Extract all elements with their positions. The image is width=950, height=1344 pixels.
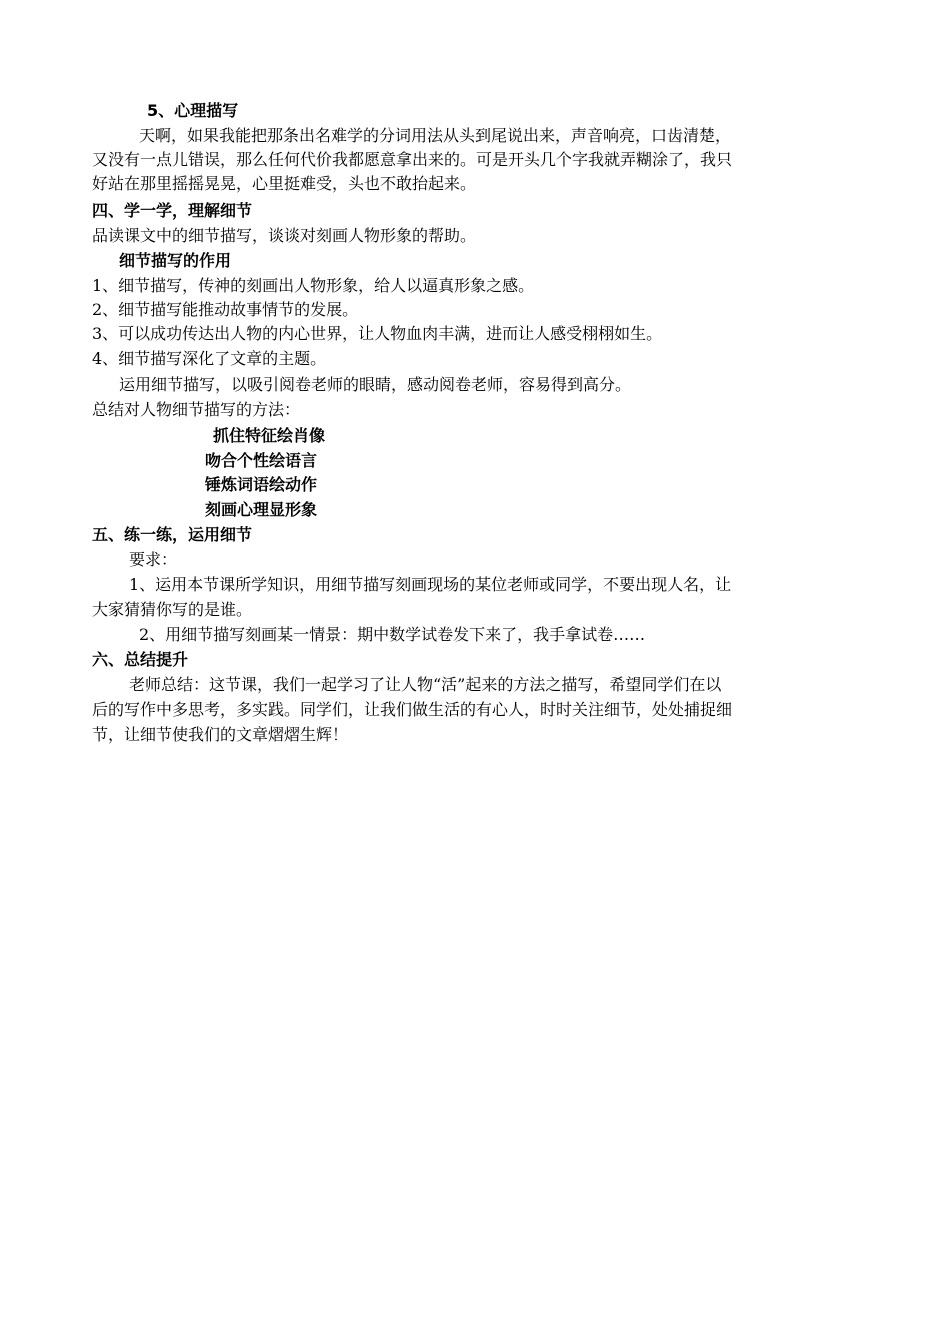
- paragraph-line: 1、运用本节课所学知识，用细节描写刻画现场的某位老师或同学，不要出现人名，让: [129, 575, 732, 594]
- paragraph-line: 要求：: [129, 550, 178, 569]
- list-item: 3、可以成功传达出人物的内心世界，让人物血肉丰满，进而让人感受栩栩如生。: [92, 324, 663, 343]
- paragraph-line: 后的写作中多思考，多实践。同学们，让我们做生活的有心人，时时关注细节，处处捕捉细: [92, 700, 733, 719]
- paragraph-line: 好站在那里摇摇晃晃，心里挺难受，头也不敢抬起来。: [92, 174, 477, 193]
- section-heading-psychology: 5、心理描写: [147, 101, 239, 120]
- paragraph-line: 2、用细节描写刻画某一情景：期中数学试卷发下来了，我手拿试卷……: [139, 625, 646, 644]
- section-heading-summary: 六、总结提升: [92, 650, 189, 669]
- paragraph-line: 大家猜猜你写的是谁。: [92, 600, 253, 619]
- method-item: 吻合个性绘语言: [205, 451, 318, 470]
- paragraph-line: 节，让细节使我们的文章熠熠生辉！: [92, 725, 349, 744]
- paragraph-line: 老师总结：这节课，我们一起学习了让人物“活”起来的方法之描写，希望同学们在以: [129, 675, 722, 694]
- paragraph-line: 天啊，如果我能把那条出名难学的分词用法从头到尾说出来，声音响亮，口齿清楚，: [139, 126, 732, 145]
- list-item: 2、细节描写能推动故事情节的发展。: [92, 300, 359, 319]
- method-item: 抓住特征绘肖像: [213, 426, 326, 445]
- paragraph-line: 运用细节描写，以吸引阅卷老师的眼睛，感动阅卷老师，容易得到高分。: [119, 375, 632, 394]
- method-item: 刻画心理显形象: [205, 500, 318, 519]
- section-heading-learn: 四、学一学，理解细节: [92, 201, 253, 220]
- list-item: 4、细节描写深化了文章的主题。: [92, 349, 327, 368]
- method-item: 锤炼词语绘动作: [205, 475, 318, 494]
- paragraph-line: 品读课文中的细节描写，谈谈对刻画人物形象的帮助。: [92, 226, 477, 245]
- paragraph-line: 又没有一点儿错误，那么任何代价我都愿意拿出来的。可是开头几个字我就弄糊涂了，我只: [92, 150, 733, 169]
- paragraph-line: 总结对人物细节描写的方法：: [92, 400, 301, 419]
- subheading-detail-function: 细节描写的作用: [119, 251, 232, 270]
- list-item: 1、细节描写，传神的刻画出人物形象，给人以逼真形象之感。: [92, 276, 535, 295]
- section-heading-practice: 五、练一练，运用细节: [92, 525, 253, 544]
